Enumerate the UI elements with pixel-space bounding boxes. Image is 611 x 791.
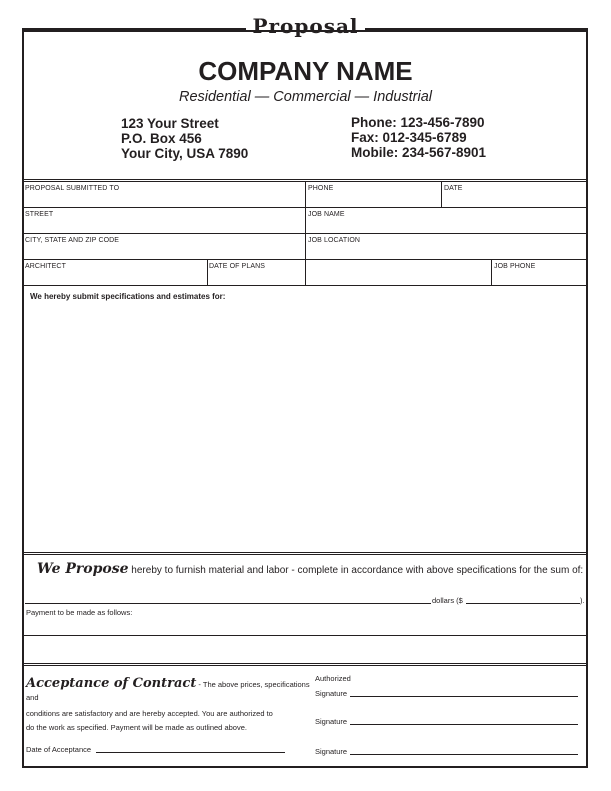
col-divider [305,182,306,285]
company-name: COMPANY NAME [198,56,413,86]
company-tagline: Residential — Commercial — Industrial [178,89,433,105]
acceptance-line1: - The above prices, specifications and [26,680,310,702]
acceptance-lead: Acceptance of Contract [26,676,197,691]
col-divider [491,259,492,285]
signature-label-1: Signature [315,689,348,698]
col-divider [441,182,442,207]
field-phone[interactable]: PHONE [308,185,334,192]
acceptance-line2: conditions are satisfactory and are hereby accepted. You are authorized to [26,709,273,718]
payment-divider [23,635,587,636]
dollars-label: dollars ($ [432,596,463,605]
field-submitted-to[interactable]: PROPOSAL SUBMITTED TO [25,185,120,192]
acceptance-divider [23,663,587,666]
date-of-acceptance-label: Date of Acceptance [26,745,92,754]
payment-label: Payment to be made as follows: [26,608,133,617]
acceptance-line3: do the work as specified. Payment will be made as outlined above. [26,723,247,732]
field-city[interactable]: CITY, STATE AND ZIP CODE [25,237,120,244]
row-divider [23,285,587,286]
address-line: P.O. Box 456 [121,131,202,146]
address-line: 123 Your Street [121,116,219,131]
company-contacts [351,115,486,160]
address-line: Your City, USA 7890 [121,146,249,161]
contact-line: Phone: 123-456-7890 [351,115,485,130]
field-street[interactable]: STREET [25,211,54,218]
signature-line-1[interactable] [350,696,578,697]
amount-figure-line[interactable] [466,603,580,604]
signature-label-2: Signature [315,717,348,726]
propose-text: hereby to furnish material and labor - complete in accordance with above specifications for the sum of: [128,565,584,576]
field-date[interactable]: DATE [444,185,463,192]
amount-words-line[interactable] [25,603,431,604]
field-architect[interactable]: ARCHITECT [25,263,66,270]
propose-statement [37,561,583,577]
date-of-acceptance-line[interactable] [96,752,285,753]
specifications-area[interactable] [24,305,586,550]
field-date-of-plans[interactable]: DATE OF PLANS [209,263,266,270]
contact-line: Mobile: 234-567-8901 [351,145,487,160]
field-job-location[interactable]: JOB LOCATION [308,237,361,244]
signature-line-3[interactable] [350,754,578,755]
contact-line: Fax: 012-345-6789 [351,130,467,145]
specs-divider [23,552,587,555]
company-address [121,116,248,161]
field-job-phone[interactable]: JOB PHONE [494,263,536,270]
specifications-heading: We hereby submit specifications and estimates for: [30,292,226,301]
authorized-label: Authorized [315,674,351,683]
document-title: Proposal [246,14,364,38]
field-job-name[interactable]: JOB NAME [308,211,345,218]
propose-lead: We Propose [37,561,129,577]
signature-line-2[interactable] [350,724,578,725]
col-divider [207,259,208,285]
dollars-end: ). [580,596,585,605]
acceptance-text [26,677,311,734]
signature-label-3: Signature [315,747,348,756]
